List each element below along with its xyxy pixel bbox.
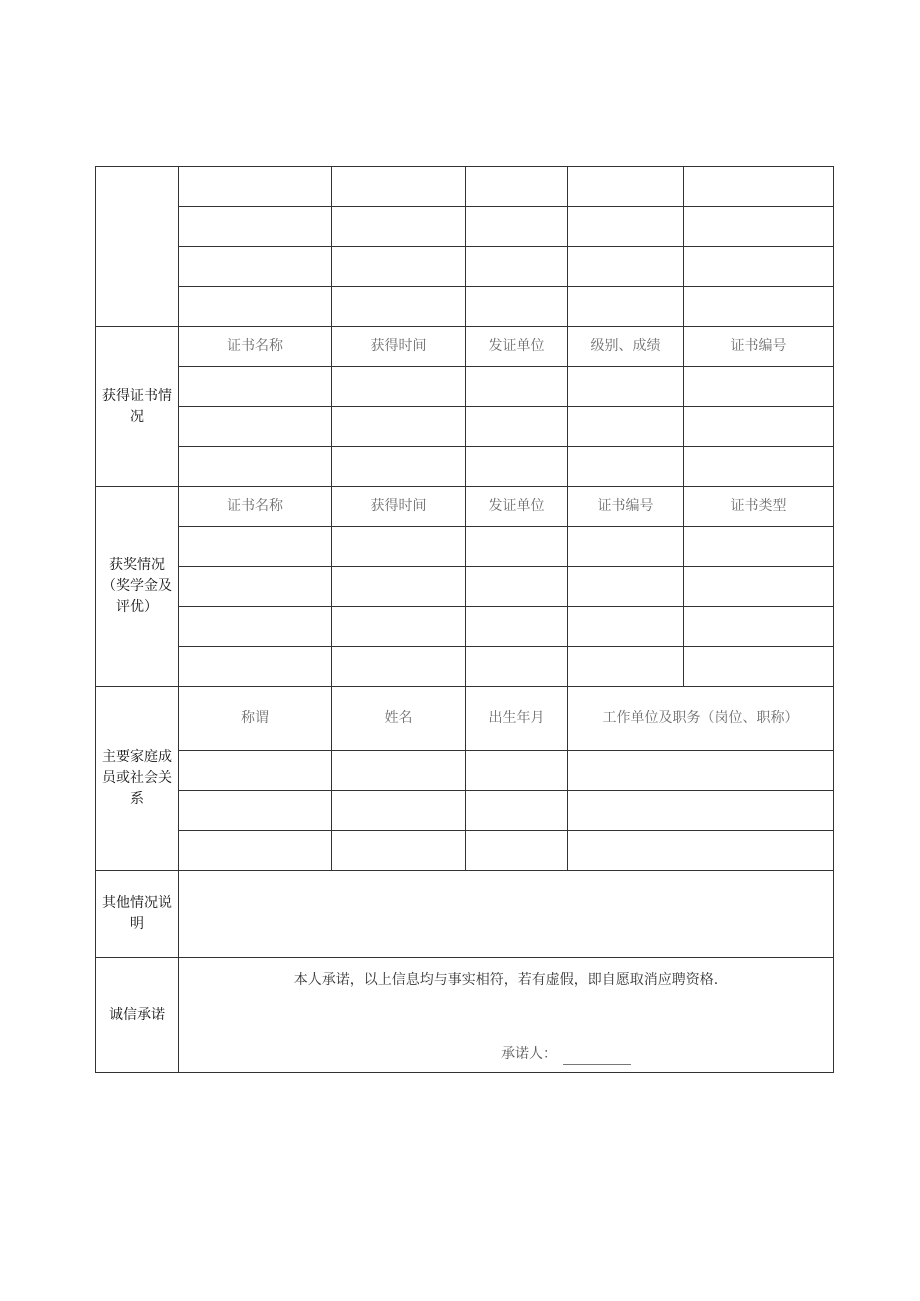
table-cell[interactable] (568, 287, 684, 327)
column-header: 证书名称 (179, 487, 332, 527)
table-row (96, 407, 834, 447)
table-cell[interactable] (684, 527, 834, 567)
table-cell[interactable] (332, 527, 466, 567)
table-cell[interactable] (179, 567, 332, 607)
table-row (96, 647, 834, 687)
table-cell[interactable] (332, 447, 466, 487)
table-cell[interactable] (332, 287, 466, 327)
table-cell[interactable] (179, 607, 332, 647)
table-cell[interactable] (684, 567, 834, 607)
table-cell[interactable] (466, 287, 568, 327)
certificates-label: 获得证书情况 (96, 327, 179, 487)
table-cell[interactable] (466, 207, 568, 247)
table-cell[interactable] (568, 247, 684, 287)
table-cell[interactable] (179, 447, 332, 487)
table-cell[interactable] (332, 367, 466, 407)
family-label: 主要家庭成员或社会关系 (96, 687, 179, 871)
column-header: 证书类型 (684, 487, 834, 527)
column-header: 级别、成绩 (568, 327, 684, 367)
table-row (96, 447, 834, 487)
table-cell[interactable] (684, 647, 834, 687)
table-cell[interactable] (568, 167, 684, 207)
table-row (96, 567, 834, 607)
prev-section-row (96, 247, 834, 287)
table-row (96, 367, 834, 407)
pledge-cell (179, 958, 834, 1073)
awards-header-row (96, 487, 834, 527)
table-cell[interactable] (466, 607, 568, 647)
other-info-row (96, 871, 834, 958)
table-cell[interactable] (332, 207, 466, 247)
prev-section-row (96, 287, 834, 327)
column-header: 发证单位 (466, 327, 568, 367)
table-cell[interactable] (568, 751, 834, 791)
column-header: 获得时间 (332, 327, 466, 367)
table-cell[interactable] (466, 407, 568, 447)
column-header: 获得时间 (332, 487, 466, 527)
table-cell[interactable] (568, 607, 684, 647)
table-cell[interactable] (179, 407, 332, 447)
table-cell[interactable] (179, 167, 332, 207)
table-cell[interactable] (568, 831, 834, 871)
table-cell[interactable] (568, 527, 684, 567)
table-cell[interactable] (466, 567, 568, 607)
prev-section-row (96, 167, 834, 207)
column-header: 发证单位 (466, 487, 568, 527)
table-cell[interactable] (466, 751, 568, 791)
table-cell[interactable] (332, 167, 466, 207)
table-cell[interactable] (179, 247, 332, 287)
table-cell[interactable] (179, 791, 332, 831)
table-row (96, 791, 834, 831)
table-cell[interactable] (332, 607, 466, 647)
table-row (96, 607, 834, 647)
table-cell[interactable] (179, 831, 332, 871)
table-cell[interactable] (568, 567, 684, 607)
table-cell[interactable] (179, 647, 332, 687)
table-cell[interactable] (466, 367, 568, 407)
table-cell[interactable] (684, 287, 834, 327)
table-cell[interactable] (684, 207, 834, 247)
table-row (96, 751, 834, 791)
table-cell[interactable] (684, 447, 834, 487)
table-cell[interactable] (332, 407, 466, 447)
certificates-header-row (96, 327, 834, 367)
table-cell[interactable] (466, 447, 568, 487)
table-cell[interactable] (332, 751, 466, 791)
signer (501, 1044, 631, 1065)
table-cell[interactable] (179, 751, 332, 791)
other-info-field[interactable] (179, 871, 834, 958)
table-cell[interactable] (466, 647, 568, 687)
awards-label: 获奖情况（奖学金及评优） (96, 487, 179, 687)
family-header-row (96, 687, 834, 751)
prev-section-label-cell (96, 167, 179, 327)
signer-label: 承诺人： (501, 1046, 557, 1062)
table-cell[interactable] (466, 791, 568, 831)
table-cell[interactable] (684, 407, 834, 447)
table-cell[interactable] (684, 167, 834, 207)
table-cell[interactable] (332, 647, 466, 687)
column-header: 证书编号 (684, 327, 834, 367)
table-cell[interactable] (568, 647, 684, 687)
pledge-statement: 本人承诺，以上信息均与事实相符，若有虚假，即自愿取消应聘资格. (293, 972, 719, 988)
table-cell[interactable] (332, 567, 466, 607)
pledge-label: 诚信承诺 (96, 958, 179, 1073)
table-cell[interactable] (332, 247, 466, 287)
table-cell[interactable] (568, 447, 684, 487)
table-row (96, 527, 834, 567)
column-header: 证书编号 (568, 487, 684, 527)
other-info-label: 其他情况说明 (96, 871, 179, 958)
table-cell[interactable] (684, 247, 834, 287)
column-header: 工作单位及职务（岗位、职称） (568, 687, 834, 751)
table-cell[interactable] (684, 607, 834, 647)
table-cell[interactable] (568, 791, 834, 831)
column-header: 出生年月 (466, 687, 568, 751)
table-cell[interactable] (179, 207, 332, 247)
table-cell[interactable] (684, 367, 834, 407)
table-cell[interactable] (332, 791, 466, 831)
application-form-table (95, 166, 834, 1073)
table-cell[interactable] (568, 407, 684, 447)
table-row (96, 831, 834, 871)
table-cell[interactable] (179, 527, 332, 567)
pledge-row (96, 958, 834, 1073)
table-cell[interactable] (179, 287, 332, 327)
column-header: 称谓 (179, 687, 332, 751)
signature-line[interactable] (563, 1050, 631, 1065)
table-cell[interactable] (466, 247, 568, 287)
table-cell[interactable] (466, 527, 568, 567)
table-cell[interactable] (179, 367, 332, 407)
table-cell[interactable] (332, 831, 466, 871)
table-cell[interactable] (568, 207, 684, 247)
table-cell[interactable] (568, 367, 684, 407)
column-header: 姓名 (332, 687, 466, 751)
table-cell[interactable] (466, 167, 568, 207)
column-header: 证书名称 (179, 327, 332, 367)
prev-section-row (96, 207, 834, 247)
table-cell[interactable] (466, 831, 568, 871)
